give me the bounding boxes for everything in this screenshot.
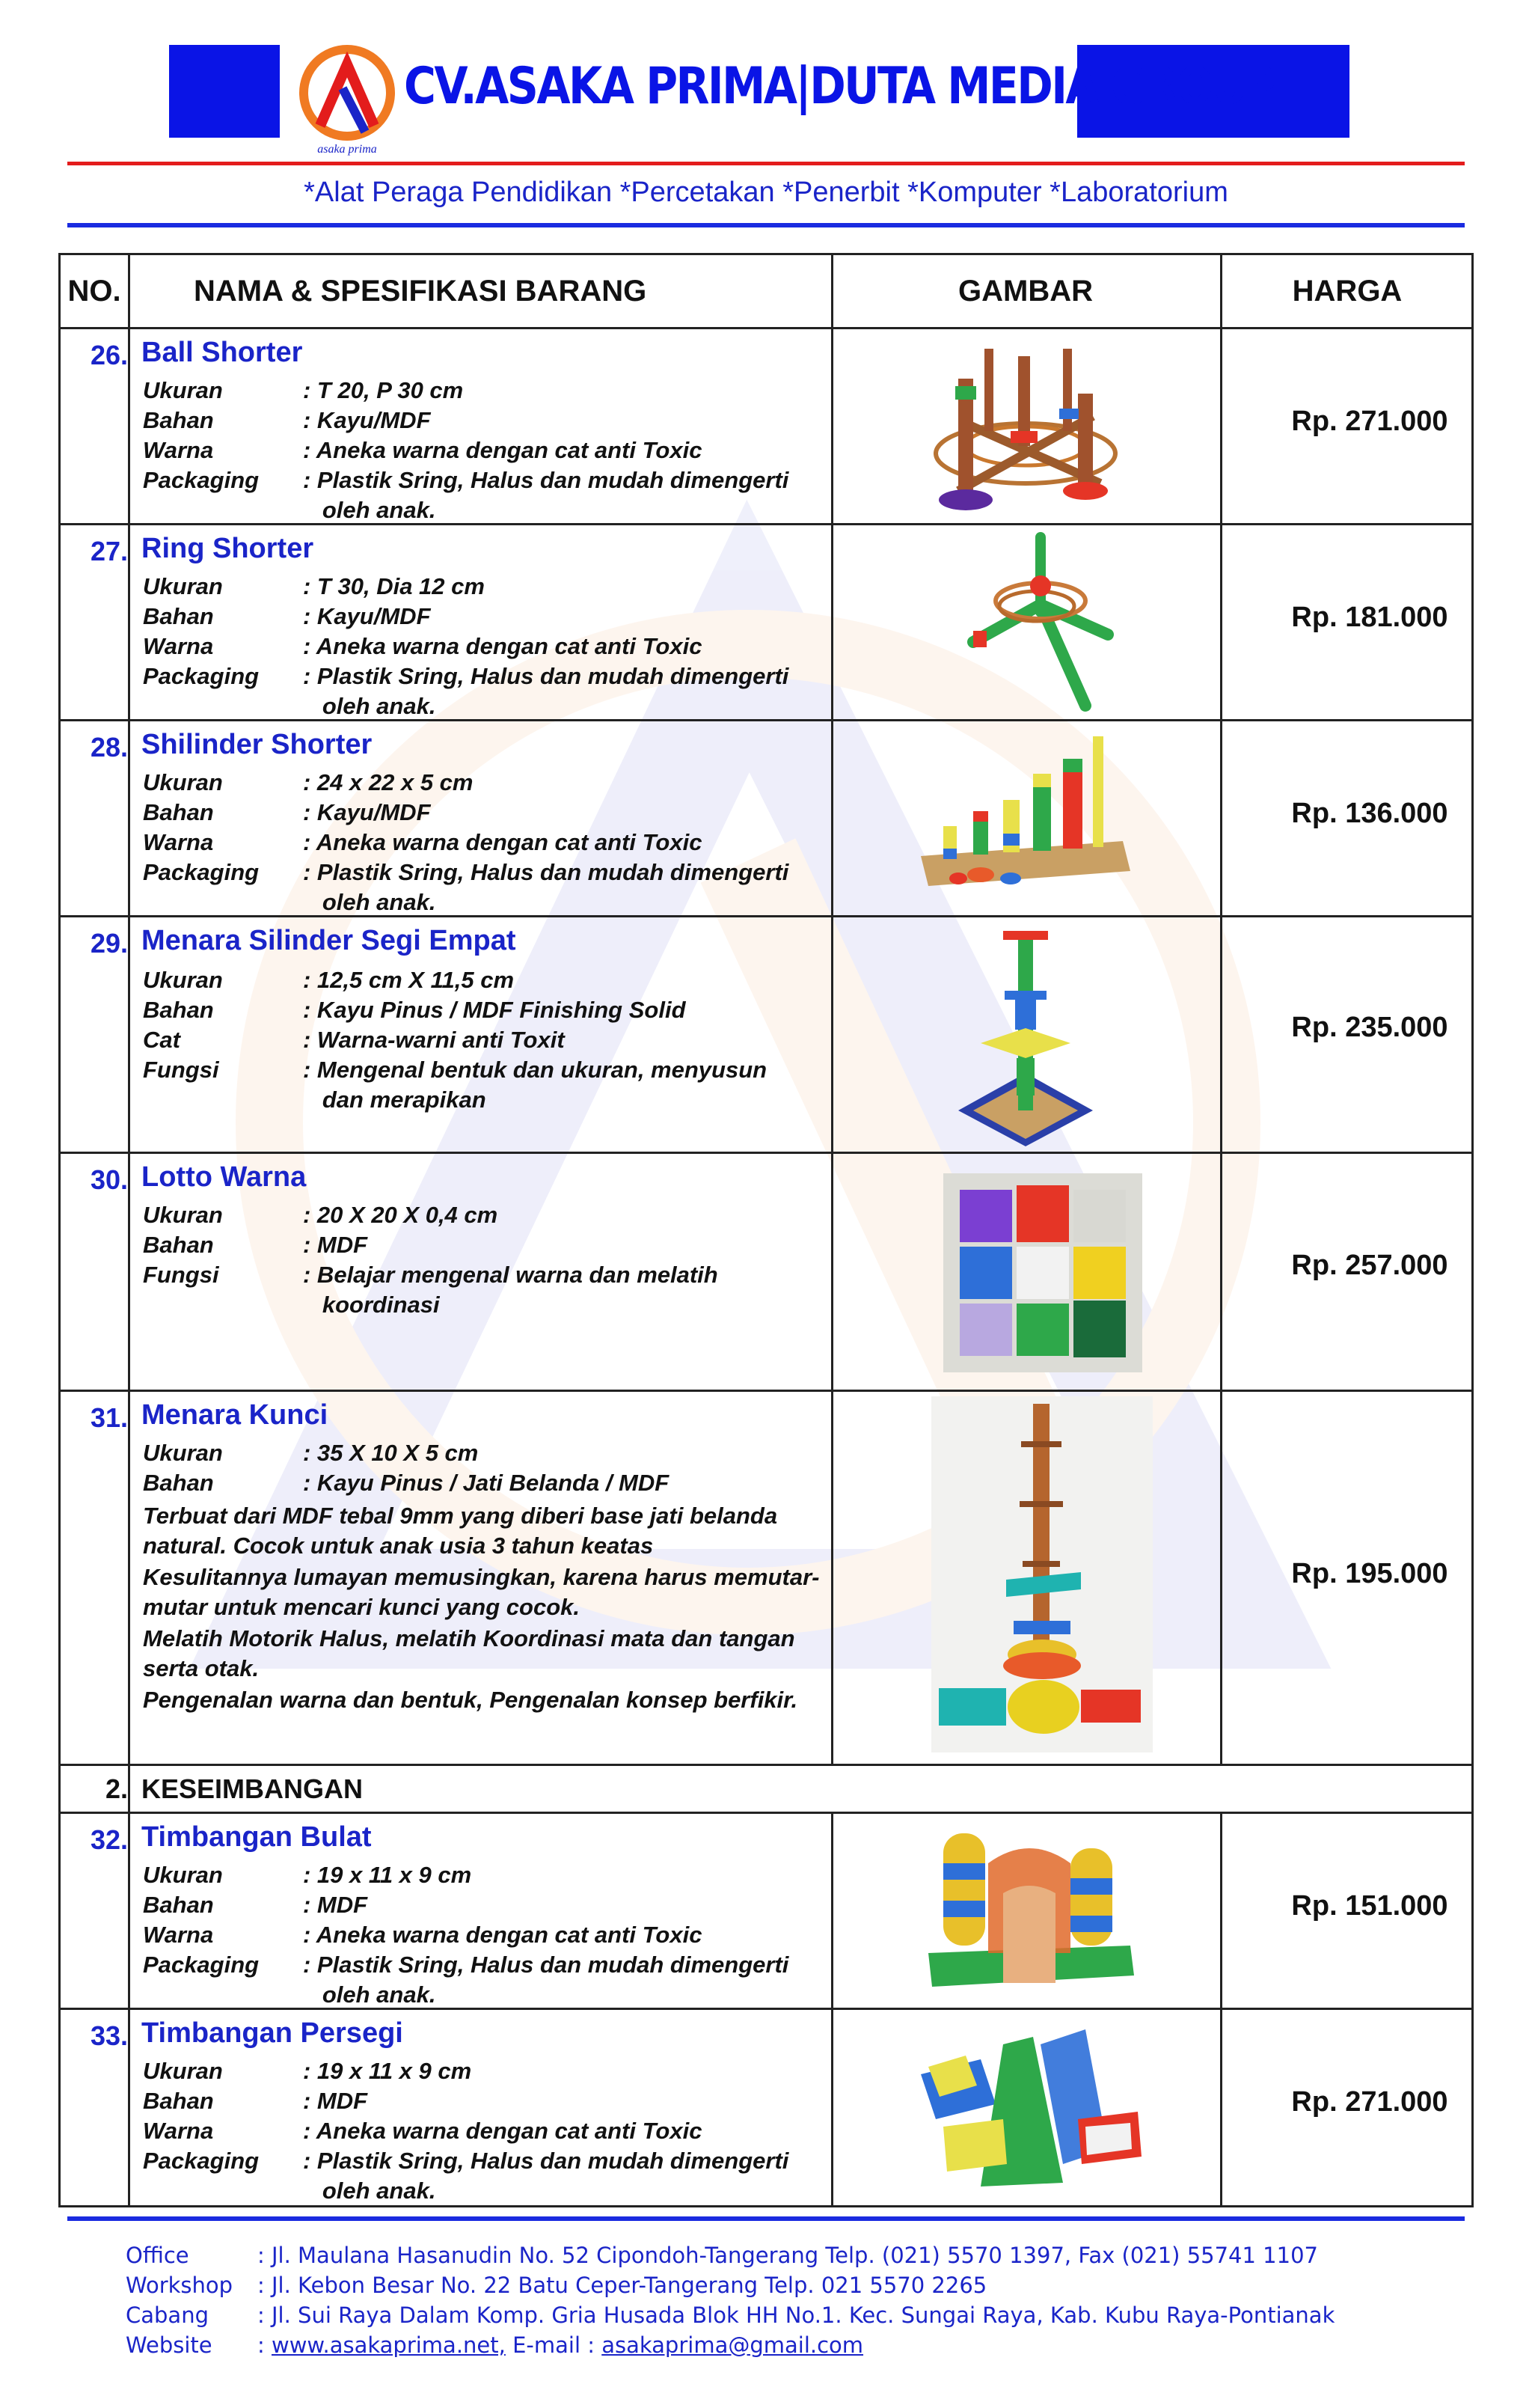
header-name: NAMA & SPESIFIKASI BARANG — [194, 274, 647, 308]
tagline: *Alat Peraga Pendidikan *Percetakan *Penerbit *Komputer *Laboratorium — [304, 177, 1228, 208]
section-title: KESEIMBANGAN — [141, 1773, 364, 1804]
footer-website: Website : www.asakaprima.net, E-mail : asakaprima@gmail.com — [126, 2330, 1335, 2360]
table-row — [61, 917, 1471, 1152]
item-number: 33. — [90, 2020, 128, 2051]
item-number: 32. — [90, 1824, 128, 1855]
table-row — [61, 1154, 1471, 1390]
item-name: Menara Kunci — [141, 1399, 328, 1431]
item-price: Rp. 181.000 — [1291, 602, 1448, 633]
menara-kunci-image — [931, 1396, 1153, 1752]
footer-blue-rule — [67, 2216, 1465, 2221]
header-blue-block-left — [169, 45, 280, 138]
item-name: Shilinder Shorter — [141, 729, 373, 760]
asaka-logo-icon — [298, 43, 396, 156]
item-name: Ring Shorter — [141, 533, 314, 564]
header-blue-rule — [67, 223, 1465, 227]
item-specs: Ukuran : 12,5 cm X 11,5 cm Bahan : Kayu Pinus / MDF Finishing Solid Cat : Warna-warni anti Toxit Fungsi : Mengenal bentuk dan ukuran, menyusun dan merapikan — [143, 967, 767, 1113]
item-specs: Ukuran : 20 X 20 X 0,4 cm Bahan : MDF Fungsi : Belajar mengenal warna dan melatih koordinasi — [143, 1202, 718, 1318]
item-number: 27. — [90, 536, 128, 566]
item-specs: Ukuran : T 20, P 30 cm Bahan : Kayu/MDF Warna : Aneka warna dengan cat anti Toxic Packaging : Plastik Sring, Halus dan mudah dimengerti oleh anak. — [143, 377, 789, 523]
ball-shorter-image — [913, 334, 1138, 517]
item-specs: Ukuran : 24 x 22 x 5 cm Bahan : Kayu/MDF Warna : Aneka warna dengan cat anti Toxic Packaging : Plastik Sring, Halus dan mudah dimengerti oleh anak. — [143, 769, 789, 915]
item-price: Rp. 271.000 — [1291, 2086, 1448, 2118]
footer-cabang: Cabang : Jl. Sui Raya Dalam Komp. Gria Husada Blok HH No.1. Kec. Sungai Raya, Kab. Kubu Raya-Pontianak — [126, 2302, 1335, 2328]
item-number: 31. — [90, 1402, 128, 1433]
item-number: 30. — [90, 1164, 128, 1195]
section-row — [61, 1766, 1471, 1812]
item-price: Rp. 257.000 — [1291, 1250, 1448, 1281]
item-name: Menara Silinder Segi Empat — [141, 925, 516, 956]
item-description: Terbuat dari MDF tebal 9mm yang diberi base jati belanda natural. Cocok untuk anak usia 3 tahun keatas Kesulitannya lumayan memusingkan, karena harus memutar-mutar untuk mencari kunci yang cocok. Melatih Motorik Halus, melatih Koordinasi mata dan tangan serta otak. Pengenalan warna dan bentuk, Pengenalan konsep berfikir. — [143, 1503, 820, 1713]
item-number: 28. — [90, 732, 128, 763]
item-name: Ball Shorter — [141, 337, 303, 368]
menara-silinder-image — [951, 923, 1100, 1148]
item-name: Timbangan Persegi — [141, 2017, 403, 2049]
section-number: 2. — [105, 1773, 128, 1804]
item-price: Rp. 195.000 — [1291, 1558, 1448, 1589]
shilinder-shorter-image — [913, 729, 1138, 908]
header-image: GAMBAR — [958, 274, 1093, 308]
table-row — [61, 1392, 1471, 1764]
website-link[interactable]: www.asakaprima.net, — [272, 2332, 506, 2358]
item-name: Lotto Warna — [141, 1161, 307, 1193]
table-row — [61, 525, 1471, 719]
logo-caption: asaka prima — [317, 143, 377, 156]
item-name: Timbangan Bulat — [141, 1821, 372, 1853]
price-table — [58, 253, 1474, 2207]
item-price: Rp. 136.000 — [1291, 798, 1448, 829]
footer-office: Office : Jl. Maulana Hasanudin No. 52 Cipondoh-Tangerang Telp. (021) 5570 1397, Fax (021) 55741 1107 — [126, 2243, 1318, 2268]
header-no: NO. — [67, 274, 121, 308]
table-row — [61, 2010, 1471, 2205]
footer-workshop: Workshop : Jl. Kebon Besar No. 22 Batu Ceper-Tangerang Telp. 021 5570 2265 — [126, 2273, 987, 2298]
table-row — [61, 1814, 1471, 2008]
header-price: HARGA — [1292, 274, 1403, 308]
item-specs: Ukuran : T 30, Dia 12 cm Bahan : Kayu/MDF Warna : Aneka warna dengan cat anti Toxic Packaging : Plastik Sring, Halus dan mudah dimengerti oleh anak. — [143, 573, 789, 719]
item-number: 29. — [90, 928, 128, 959]
item-price: Rp. 151.000 — [1291, 1890, 1448, 1922]
item-price: Rp. 235.000 — [1291, 1012, 1448, 1043]
item-specs: Ukuran : 19 x 11 x 9 cm Bahan : MDF Warna : Aneka warna dengan cat anti Toxic Packaging : Plastik Sring, Halus dan mudah dimengerti oleh anak. — [143, 1862, 789, 2008]
item-specs: Ukuran : 19 x 11 x 9 cm Bahan : MDF Warna : Aneka warna dengan cat anti Toxic Packaging : Plastik Sring, Halus dan mudah dimengerti oleh anak. — [143, 2058, 789, 2204]
item-number: 26. — [90, 340, 128, 370]
ring-shorter-image — [958, 530, 1123, 713]
footer-contacts — [126, 2240, 1335, 2360]
timbangan-persegi-image — [921, 2014, 1145, 2198]
timbangan-bulat-image — [921, 1818, 1138, 2002]
header-red-rule — [67, 162, 1465, 165]
item-price: Rp. 271.000 — [1291, 406, 1448, 437]
table-row — [61, 329, 1471, 523]
lotto-warna-image — [943, 1173, 1142, 1372]
email-link[interactable]: asakaprima@gmail.com — [601, 2332, 864, 2358]
company-name: CV.ASAKA PRIMA|DUTA MEDIA GROUP — [404, 57, 1276, 116]
item-specs: Ukuran : 35 X 10 X 5 cm Bahan : Kayu Pinus / Jati Belanda / MDF — [143, 1440, 670, 1496]
table-row — [61, 721, 1471, 915]
